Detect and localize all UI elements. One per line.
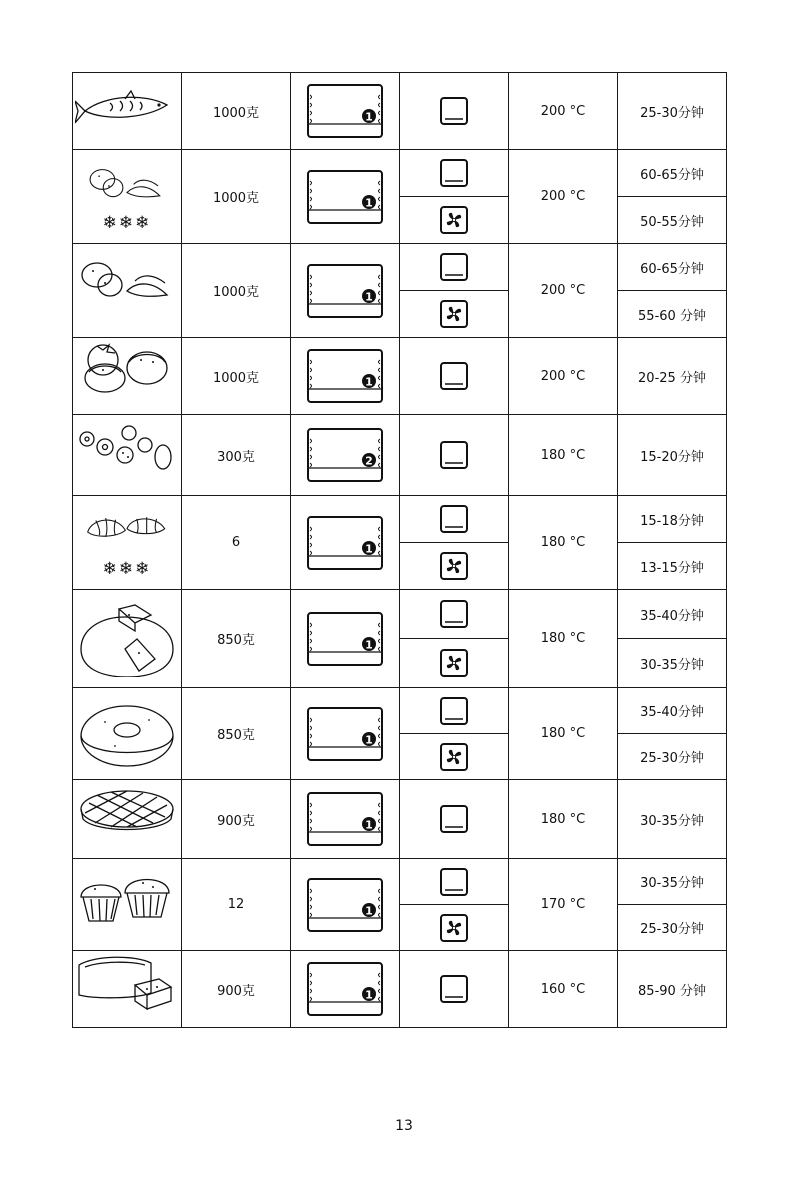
mode-cell bbox=[400, 543, 509, 590]
fan-heat-icon bbox=[439, 648, 469, 678]
shelf-level-icon bbox=[306, 961, 384, 1017]
fan-heat-icon bbox=[439, 299, 469, 329]
conventional-heat-icon bbox=[439, 599, 469, 629]
time-cell: 25-30分钟 bbox=[618, 734, 727, 780]
mode-cell bbox=[400, 150, 509, 197]
food-cell bbox=[73, 496, 182, 590]
mode-cell bbox=[400, 73, 509, 150]
mode-cell bbox=[400, 338, 509, 415]
time-cell: 85-90 分钟 bbox=[618, 951, 727, 1028]
mode-cell bbox=[400, 859, 509, 905]
time-cell: 25-30分钟 bbox=[618, 905, 727, 951]
table-row bbox=[73, 688, 727, 734]
mode-cell bbox=[400, 734, 509, 780]
conventional-heat-icon bbox=[439, 158, 469, 188]
time-cell: 35-40分钟 bbox=[618, 688, 727, 734]
croissants-food-icon bbox=[84, 507, 169, 569]
conventional-heat-icon bbox=[439, 440, 469, 470]
weight-cell: 1000克 bbox=[182, 150, 291, 244]
mode-cell bbox=[400, 780, 509, 859]
food-cell bbox=[73, 688, 182, 780]
weight-cell: 900克 bbox=[182, 780, 291, 859]
conventional-heat-icon bbox=[439, 696, 469, 726]
level-number: 1 bbox=[365, 375, 373, 389]
shelf-level-icon bbox=[306, 706, 384, 762]
shelf-level-cell bbox=[291, 951, 400, 1028]
shelf-level-cell bbox=[291, 73, 400, 150]
potato-wedges-food-icon bbox=[75, 253, 179, 329]
level-number: 1 bbox=[365, 988, 373, 1002]
conventional-heat-icon bbox=[439, 867, 469, 897]
bread-loaf-food-icon bbox=[75, 951, 179, 1027]
mode-cell bbox=[400, 639, 509, 688]
weight-cell: 300克 bbox=[182, 415, 291, 496]
time-cell: 20-25 分钟 bbox=[618, 338, 727, 415]
fan-heat-icon bbox=[439, 551, 469, 581]
temperature-cell: 200 °C bbox=[509, 244, 618, 338]
level-number: 1 bbox=[365, 110, 373, 124]
temperature-cell: 180 °C bbox=[509, 780, 618, 859]
mode-cell bbox=[400, 688, 509, 734]
ring-cake-food-icon bbox=[75, 696, 179, 772]
table-row bbox=[73, 415, 727, 496]
weight-cell: 900克 bbox=[182, 951, 291, 1028]
time-cell: 60-65分钟 bbox=[618, 150, 727, 197]
food-cell bbox=[73, 951, 182, 1028]
conventional-heat-icon bbox=[439, 252, 469, 282]
level-number: 1 bbox=[365, 638, 373, 651]
shelf-level-icon bbox=[306, 791, 384, 847]
frozen-indicator: ❄❄❄ bbox=[102, 212, 152, 233]
table-row bbox=[73, 496, 727, 543]
mode-cell bbox=[400, 496, 509, 543]
weight-cell: 850克 bbox=[182, 688, 291, 780]
fish-food-icon bbox=[75, 73, 179, 149]
shelf-level-icon bbox=[306, 83, 384, 139]
time-cell: 15-18分钟 bbox=[618, 496, 727, 543]
potato-wedges-food-icon bbox=[84, 161, 169, 223]
shelf-level-icon bbox=[306, 263, 384, 319]
food-cell bbox=[73, 73, 182, 150]
table-row bbox=[73, 338, 727, 415]
conventional-heat-icon bbox=[439, 804, 469, 834]
table-row bbox=[73, 951, 727, 1028]
temperature-cell: 200 °C bbox=[509, 338, 618, 415]
fan-heat-icon bbox=[439, 913, 469, 943]
shelf-level-cell bbox=[291, 780, 400, 859]
mode-cell bbox=[400, 415, 509, 496]
level-number: 2 bbox=[365, 454, 373, 468]
level-number: 1 bbox=[365, 196, 373, 209]
shelf-level-cell bbox=[291, 150, 400, 244]
shelf-level-cell bbox=[291, 590, 400, 688]
shelf-level-icon bbox=[306, 611, 384, 667]
cake-food-icon bbox=[75, 601, 179, 677]
time-cell: 15-20分钟 bbox=[618, 415, 727, 496]
pie-food-icon bbox=[75, 781, 179, 857]
stuffed-vegetables-food-icon bbox=[75, 338, 179, 414]
mode-cell bbox=[400, 197, 509, 244]
conventional-heat-icon bbox=[439, 504, 469, 534]
time-cell: 13-15分钟 bbox=[618, 543, 727, 590]
temperature-cell: 180 °C bbox=[509, 590, 618, 688]
temperature-cell: 170 °C bbox=[509, 859, 618, 951]
shelf-level-cell bbox=[291, 415, 400, 496]
food-cell bbox=[73, 859, 182, 951]
shelf-level-cell bbox=[291, 338, 400, 415]
weight-cell: 1000克 bbox=[182, 244, 291, 338]
food-cell bbox=[73, 415, 182, 496]
shelf-level-icon bbox=[306, 515, 384, 571]
table-row bbox=[73, 859, 727, 905]
cooking-table bbox=[72, 72, 727, 1028]
shelf-level-cell bbox=[291, 244, 400, 338]
frozen-indicator: ❄❄❄ bbox=[102, 558, 152, 579]
page-number: 13 bbox=[395, 1118, 413, 1134]
food-cell bbox=[73, 338, 182, 415]
time-cell: 55-60 分钟 bbox=[618, 291, 727, 338]
shelf-level-icon bbox=[306, 348, 384, 404]
food-cell bbox=[73, 780, 182, 859]
level-number: 1 bbox=[365, 904, 373, 917]
shelf-level-cell bbox=[291, 859, 400, 951]
table-row bbox=[73, 780, 727, 859]
mode-cell bbox=[400, 291, 509, 338]
shelf-level-cell bbox=[291, 688, 400, 780]
mode-cell bbox=[400, 905, 509, 951]
level-number: 1 bbox=[365, 818, 373, 832]
table-row bbox=[73, 73, 727, 150]
sliced-vegetables-food-icon bbox=[75, 417, 179, 493]
fan-heat-icon bbox=[439, 205, 469, 235]
conventional-heat-icon bbox=[439, 361, 469, 391]
temperature-cell: 200 °C bbox=[509, 150, 618, 244]
mode-cell bbox=[400, 951, 509, 1028]
level-number: 1 bbox=[365, 542, 373, 555]
weight-cell: 850克 bbox=[182, 590, 291, 688]
shelf-level-icon bbox=[306, 427, 384, 483]
mode-cell bbox=[400, 590, 509, 639]
temperature-cell: 180 °C bbox=[509, 496, 618, 590]
level-number: 1 bbox=[365, 290, 373, 303]
shelf-level-icon bbox=[306, 877, 384, 933]
temperature-cell: 180 °C bbox=[509, 415, 618, 496]
shelf-level-icon bbox=[306, 169, 384, 225]
time-cell: 60-65分钟 bbox=[618, 244, 727, 291]
conventional-heat-icon bbox=[439, 96, 469, 126]
table-row bbox=[73, 590, 727, 639]
level-number: 1 bbox=[365, 733, 373, 746]
table-row bbox=[73, 244, 727, 291]
time-cell: 35-40分钟 bbox=[618, 590, 727, 639]
food-cell bbox=[73, 590, 182, 688]
weight-cell: 1000克 bbox=[182, 338, 291, 415]
table-row bbox=[73, 150, 727, 197]
time-cell: 50-55分钟 bbox=[618, 197, 727, 244]
muffins-food-icon bbox=[75, 867, 179, 943]
weight-cell: 6 bbox=[182, 496, 291, 590]
temperature-cell: 180 °C bbox=[509, 688, 618, 780]
time-cell: 25-30分钟 bbox=[618, 73, 727, 150]
temperature-cell: 200 °C bbox=[509, 73, 618, 150]
fan-heat-icon bbox=[439, 742, 469, 772]
mode-cell bbox=[400, 244, 509, 291]
time-cell: 30-35分钟 bbox=[618, 639, 727, 688]
time-cell: 30-35分钟 bbox=[618, 780, 727, 859]
temperature-cell: 160 °C bbox=[509, 951, 618, 1028]
weight-cell: 12 bbox=[182, 859, 291, 951]
conventional-heat-icon bbox=[439, 974, 469, 1004]
time-cell: 30-35分钟 bbox=[618, 859, 727, 905]
food-cell bbox=[73, 150, 182, 244]
weight-cell: 1000克 bbox=[182, 73, 291, 150]
food-cell bbox=[73, 244, 182, 338]
shelf-level-cell bbox=[291, 496, 400, 590]
